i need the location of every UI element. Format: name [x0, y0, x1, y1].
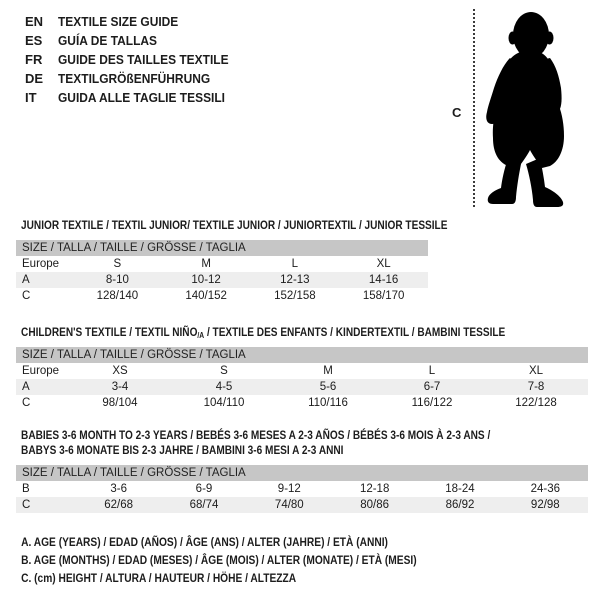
size-cell: 9-12 [277, 483, 301, 495]
row-label-cell: Europe [22, 365, 60, 377]
size-cell: 68/74 [189, 499, 219, 511]
size-cell: 5-6 [319, 381, 337, 393]
language-title-list [25, 12, 243, 107]
toddler-silhouette [478, 8, 574, 208]
size-cell: 80/86 [360, 499, 390, 511]
table-row [16, 379, 588, 395]
list-item [25, 69, 243, 88]
row-label-cell: C [22, 397, 31, 409]
size-cell: 3-6 [110, 483, 127, 495]
table-row [16, 363, 588, 379]
size-cell: 74/80 [274, 499, 304, 511]
guide-title: TEXTILE SIZE GUIDE [58, 14, 179, 29]
note-age-years: A. AGE (YEARS) / EDAD (AÑOS) / ÂGE (ANS) / ALTER (JAHRE) / ETÀ (ANNI) [21, 535, 388, 549]
size-cell: L [428, 365, 436, 377]
section-title-subscript: /A [197, 331, 205, 340]
children-size-table [16, 363, 588, 411]
guide-title: GUÍA DE TALLAS [58, 33, 158, 48]
size-header-bar: SIZE / TALLA / TAILLE / GRÖSSE / TAGLIA [16, 347, 588, 363]
size-cell: XL [376, 258, 391, 270]
table-row [16, 481, 588, 497]
size-cell: M [323, 365, 333, 377]
table-row [16, 497, 588, 513]
row-label-cell: Europe [22, 258, 60, 270]
language-code: DE [25, 71, 44, 86]
size-cell: 12-18 [359, 483, 390, 495]
list-item [25, 31, 243, 50]
note-height-cm: C. (cm) HEIGHT / ALTURA / HAUTEUR / HÖHE / ALTEZZA [21, 571, 297, 585]
size-cell: 158/170 [362, 290, 405, 302]
guide-title: GUIDA ALLE TAGLIE TESSILI [58, 90, 226, 105]
legend-notes [16, 533, 487, 587]
size-cell: 116/122 [411, 397, 453, 409]
list-item [25, 50, 243, 69]
size-cell: 6-9 [195, 483, 213, 495]
size-cell: 24-36 [530, 483, 561, 495]
size-cell: 18-24 [445, 483, 475, 495]
guide-title: GUIDE DES TAILLES TEXTILE [58, 52, 229, 67]
note-age-months: B. AGE (MONTHS) / EDAD (MESES) / ÂGE (MOIS) / ALTER (MONATE) / ETÀ (MESI) [21, 553, 417, 567]
list-item [25, 12, 243, 31]
section-title-line2: BABYS 3-6 MONATE BIS 2-3 JAHRE / BAMBINI 3-6 MESI A 2-3 ANNI [21, 443, 344, 457]
size-cell: 10-12 [191, 274, 221, 286]
size-cell: 62/68 [104, 499, 134, 511]
table-row [16, 395, 588, 411]
row-label-cell: A [22, 274, 30, 286]
size-cell: 104/110 [203, 397, 245, 409]
size-cell: S [113, 258, 122, 270]
size-cell: 92/98 [530, 499, 560, 511]
size-cell: 14-16 [368, 274, 399, 286]
height-measure-dotted-line [473, 9, 475, 207]
size-cell: L [291, 258, 299, 270]
table-row [16, 288, 428, 304]
size-cell: XL [528, 365, 544, 377]
size-cell: 98/104 [102, 397, 138, 409]
babies-textile-section [16, 428, 588, 513]
junior-size-table [16, 256, 428, 304]
size-cell: 86/92 [445, 499, 475, 511]
size-cell: 4-5 [215, 381, 233, 393]
size-cell: 6-7 [423, 381, 441, 393]
language-code: IT [25, 90, 37, 105]
language-code: FR [25, 52, 43, 67]
junior-textile-section [16, 218, 448, 304]
size-cell: S [220, 365, 228, 377]
size-cell: 7-8 [527, 381, 545, 393]
section-title [16, 325, 506, 340]
size-cell: 152/158 [274, 290, 316, 302]
measure-label-c: C [452, 105, 462, 120]
row-label-cell: C [22, 499, 31, 511]
size-cell: 8-10 [105, 274, 129, 286]
list-item [25, 88, 243, 107]
guide-title: TEXTILGRÖßENFÜHRUNG [58, 71, 211, 86]
section-title [16, 428, 496, 458]
language-code: EN [25, 14, 44, 29]
section-title-line1: BABIES 3-6 MONTH TO 2-3 YEARS / BEBÉS 3-6 MESES A 2-3 AÑOS / BÉBÉS 3-6 MOIS À 2-3 ANS / [21, 428, 491, 442]
table-row [16, 272, 428, 288]
babies-size-table [16, 481, 588, 513]
size-cell: 128/140 [96, 290, 139, 302]
language-code: ES [25, 33, 43, 48]
row-label-cell: A [22, 381, 30, 393]
row-label-cell: C [22, 290, 31, 302]
size-cell: 140/152 [185, 290, 227, 302]
children-textile-section [16, 325, 588, 411]
size-header-bar: SIZE / TALLA / TAILLE / GRÖSSE / TAGLIA [16, 465, 588, 481]
size-cell: 3-4 [111, 381, 129, 393]
section-title-text: / TEXTILE DES ENFANTS / KINDERTEXTIL / BAMBINI TESSILE [204, 325, 506, 339]
section-title-text: CHILDREN'S TEXTILE / TEXTIL NIÑO [21, 325, 198, 339]
section-title: JUNIOR TEXTILE / TEXTIL JUNIOR/ TEXTILE JUNIOR / JUNIORTEXTIL / JUNIOR TESSILE [21, 218, 448, 232]
size-cell: XS [112, 365, 128, 377]
size-cell: 110/116 [308, 397, 348, 409]
size-cell: 12-13 [280, 274, 310, 286]
size-cell: 122/128 [515, 397, 557, 409]
size-cell: M [201, 258, 211, 270]
row-label-cell: B [22, 483, 30, 495]
size-header-bar: SIZE / TALLA / TAILLE / GRÖSSE / TAGLIA [16, 240, 428, 256]
table-row [16, 256, 428, 272]
